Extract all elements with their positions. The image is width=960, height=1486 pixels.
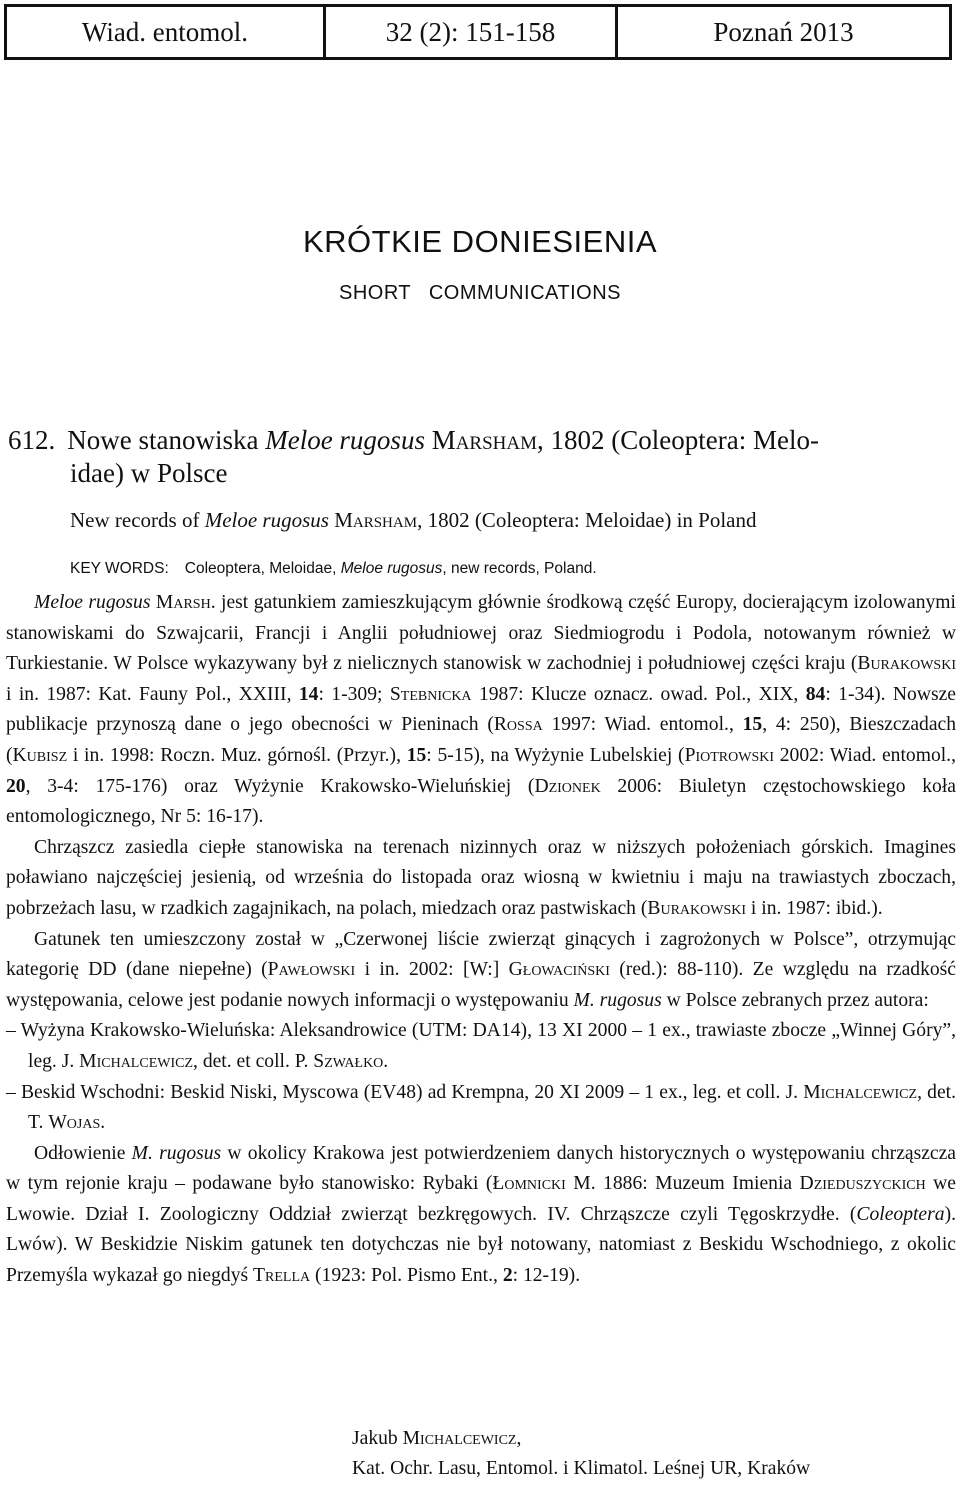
text-run: Chrząszcz zasiedla ciepłe stanowiska na terenach nizinnych oraz w niższych położeniach górskich. Imagines poławiano najczęściej jesienią, od września do listopada oraz wiosną w kwietniu i maju na trawiastych zboczach, pobrzeżach lasu, w rzadkich zagajnikach, na polach, miedzach oraz pastwiskach ( xyxy=(6,836,956,919)
cited-author: Łomnicki xyxy=(492,1173,566,1195)
record-2 xyxy=(6,1078,956,1139)
text-run: we Lwowie. Dział I. Zoologiczny Oddział zwierząt bezkręgowych. IV. Chrząszcze czyli Tęgoskrzydłe. ( xyxy=(6,1173,957,1225)
cited-author: Trella xyxy=(253,1265,311,1287)
journal-header xyxy=(4,4,952,60)
article-title-en xyxy=(70,506,955,534)
journal-place-year: Poznań 2013 xyxy=(713,16,854,47)
taxon-name: Coleoptera xyxy=(856,1203,945,1225)
author-block xyxy=(352,1424,956,1484)
species-author: Marsham xyxy=(431,425,538,455)
text-run: , 3-4: 175-176) oraz Wyżynie Krakowsko-Wieluńskiej ( xyxy=(25,775,535,797)
collector-name: Wojas xyxy=(48,1112,101,1134)
text-run: , XXIII, xyxy=(226,683,299,705)
article-number: 612. xyxy=(8,425,56,455)
article-body xyxy=(6,588,956,1292)
collector-name: Michalcewicz xyxy=(79,1050,194,1072)
text-run: , det. T. xyxy=(28,1081,956,1134)
text-run: i in. 1987: Kat. Fauny Pol. xyxy=(6,683,227,705)
cited-name: Dzieduszyckich xyxy=(799,1173,926,1195)
text-run: – Wyżyna Krakowsko-Wieluńska: Aleksandrowice (UTM: DA14), 13 XI 2000 – 1 ex., trawiaste zbocze „Winnej Góry”, leg. J. xyxy=(6,1020,956,1072)
text-run: , xyxy=(951,744,956,766)
author-name xyxy=(352,1424,956,1454)
record-1 xyxy=(6,1016,956,1077)
journal-issue: 32 (2): 151-158 xyxy=(326,7,618,57)
text-run: 2006: Biuletyn częstochowskiego koła entomologicznego, Nr 5: 16-17). xyxy=(6,775,956,828)
volume-number: 15 xyxy=(406,744,427,766)
text-run: , XIX, xyxy=(746,683,806,705)
author-first-name: Jakub xyxy=(352,1428,403,1449)
title-text: , 1802 (Coleoptera: Melo- xyxy=(537,425,819,455)
article-title-pl xyxy=(8,424,953,490)
cited-author: Stebnicka xyxy=(389,683,472,705)
volume-number: 2 xyxy=(502,1265,513,1287)
text-run: Odłowienie xyxy=(34,1142,132,1164)
section-title-pl: KRÓTKIE DONIESIENIA xyxy=(302,224,657,259)
paragraph-4 xyxy=(6,1139,956,1292)
collector-name: Szwałko xyxy=(313,1050,384,1072)
text-run: , det. et coll. P. xyxy=(193,1050,314,1072)
species-name: M. rugosus xyxy=(573,989,662,1011)
text-run: : 5-15), na Wyżynie Lubelskiej ( xyxy=(426,744,685,766)
paragraph-2 xyxy=(6,833,956,925)
collector-name: Michalcewicz xyxy=(803,1081,918,1103)
text-run: Gatunek ten umieszczony został w „Czerwonej liście zwierząt ginących i zagrożonych w Polsce”, otrzymując kategorię DD (dane niepełne) ( xyxy=(6,928,956,981)
title-continuation: idae) w Polsce xyxy=(70,458,228,488)
author-affiliation: Kat. Ochr. Lasu, Entomol. i Klimatol. Leśnej UR, Kraków xyxy=(352,1458,811,1479)
text-run: jest gatunkiem zamieszkującym głównie środkową część Europy, docierającym izolowanymi stanowiskami do Szwajcarii, Francji i Anglii południowej oraz Siedmiogrodu i Podola, notowanym również w Turkiestanie. W Polsce wykazywany był z nielicznych stanowisk w zachodniej i południowej części kraju ( xyxy=(6,592,956,675)
cited-author: Kubisz xyxy=(12,744,68,766)
section-title-en: SHORT COMMUNICATIONS xyxy=(338,282,621,304)
text-run: . xyxy=(383,1050,389,1072)
author-last-name: Michalcewicz xyxy=(402,1428,517,1449)
title-en-text: , 1802 (Coleoptera: Meloidae) in Poland xyxy=(417,508,757,532)
species-name: Meloe rugosus xyxy=(265,425,425,455)
cited-author: Piotrowski xyxy=(684,744,775,766)
text-run: 2002: Wiad. entomol. xyxy=(774,744,952,766)
key-words-label: KEY WORDS: xyxy=(70,560,169,577)
text-run: : 1-309; xyxy=(318,683,390,705)
text-run: i in. 2002: [W:] xyxy=(355,959,509,981)
title-text: Nowe stanowiska xyxy=(67,425,259,455)
cited-author: Dzionek xyxy=(534,775,601,797)
text-run: (red.): 88-110). Ze względu na rzadkość występowania, celowe jest podanie nowych informacji o występowaniu xyxy=(6,959,956,1011)
cited-author: Pawłowski xyxy=(267,959,356,981)
key-words-text: , new records, Poland. xyxy=(442,560,597,577)
key-words-text: Coleoptera, Meloidae, xyxy=(184,560,337,577)
text-run: , xyxy=(728,714,743,736)
key-words xyxy=(70,557,955,581)
cited-author: Burakowski xyxy=(647,897,747,919)
text-run: M. 1886: Muzeum Imienia xyxy=(565,1173,800,1195)
cited-author: Rossa xyxy=(493,714,543,736)
species-author: Marsh. xyxy=(155,592,216,613)
species-name: M. rugosus xyxy=(131,1142,222,1164)
text-run: i in. 1987: ibid.). xyxy=(746,897,883,919)
volume-number: 15 xyxy=(742,714,763,736)
paragraph-3 xyxy=(6,925,956,1017)
text-run: 1997: Wiad. entomol. xyxy=(542,714,729,736)
text-run: – Beskid Wschodni: Beskid Niski, Myscowa (EV48) ad Krempna, 20 XI 2009 – 1 ex., leg. et coll. J. xyxy=(6,1081,804,1103)
paragraph-1 xyxy=(6,588,956,833)
text-run: , xyxy=(396,744,407,766)
journal-name: Wiad. entomol. xyxy=(7,7,326,57)
species-name: Meloe rugosus xyxy=(204,508,329,532)
species-author: Marsham xyxy=(334,508,418,532)
volume-number: 20 xyxy=(6,775,26,797)
cited-author: Głowaciński xyxy=(508,959,610,981)
cited-author: Burakowski xyxy=(857,653,956,675)
species-name: Meloe rugosus xyxy=(34,592,151,613)
volume-number: 14 xyxy=(298,683,319,705)
text-run: (1923: Pol. Pismo Ent., xyxy=(310,1265,503,1287)
text-run: : 12-19). xyxy=(512,1265,581,1287)
volume-number: 84 xyxy=(805,683,826,705)
text-run: , 4: 250), Bieszczadach ( xyxy=(6,714,957,766)
text-run: 1987: Klucze oznacz. owad. Pol. xyxy=(471,683,747,705)
key-words-species: Meloe rugosus xyxy=(340,560,443,577)
title-en-text: New records of xyxy=(70,508,200,532)
text-run: . xyxy=(100,1112,106,1134)
text-run: : 1-34). Nowsze publikacje przynoszą dane o jego obecności w Pieninach ( xyxy=(6,683,957,736)
author-comma: , xyxy=(516,1428,522,1449)
text-run: i in. 1998: Roczn. Muz. górnośl. (Przyr.) xyxy=(67,744,397,766)
text-run: ). Lwów). W Beskidzie Niskim gatunek ten dotychczas nie był notowany, natomiast z Beskidu Wschodniego, z okolic Przemyśla wykazał go niegdyś xyxy=(6,1203,956,1287)
text-run: w okolicy Krakowa jest potwierdzeniem danych historycznych o występowaniu chrząszcza w tym rejonie kraju – podawane było stanowisko: Rybaki ( xyxy=(6,1142,956,1195)
text-run: w Polsce zebranych przez autora: xyxy=(661,989,929,1011)
